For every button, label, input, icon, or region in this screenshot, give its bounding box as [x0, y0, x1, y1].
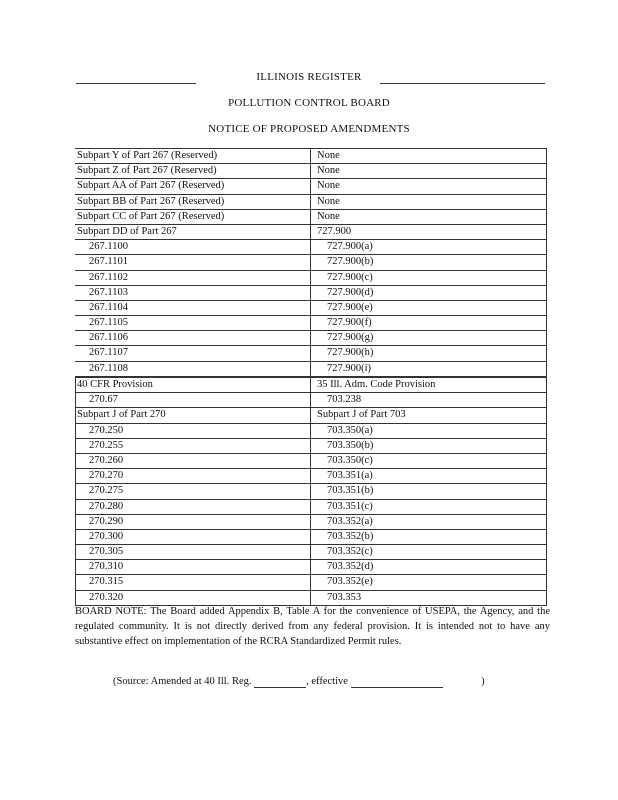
illinois-provision-cell: 35 Ill. Adm. Code Provision — [317, 379, 436, 390]
illinois-provision-cell: 703.352(d) — [327, 561, 374, 573]
table-row — [75, 195, 547, 210]
illinois-provision-cell: 703.353 — [327, 591, 362, 603]
federal-provision-cell: 270.300 — [89, 530, 124, 542]
illinois-provision-cell: 703.238 — [327, 394, 362, 406]
federal-provision-cell: 270.320 — [89, 591, 124, 603]
table-row — [75, 530, 547, 545]
federal-provision-cell: 270.305 — [89, 546, 124, 558]
illinois-provision-cell: None — [317, 150, 340, 161]
register-title: ILLINOIS REGISTER — [256, 71, 362, 83]
illinois-provision-cell: None — [317, 195, 340, 207]
table-row — [75, 255, 547, 270]
table-row — [75, 393, 547, 408]
federal-provision-cell: 270.255 — [89, 439, 124, 451]
table-row — [75, 575, 547, 590]
table-row — [75, 454, 547, 469]
illinois-provision-cell: None — [317, 165, 340, 177]
federal-provision-cell: 267.1103 — [89, 286, 128, 298]
illinois-provision-cell: 703.350(c) — [327, 454, 373, 466]
table-row — [75, 225, 547, 240]
source-effective: , effective — [306, 676, 348, 687]
federal-provision-cell: 270.315 — [89, 576, 124, 588]
illinois-provision-cell: 703.352(e) — [327, 576, 373, 588]
illinois-provision-cell: 703.350(a) — [327, 424, 373, 436]
illinois-provision-cell: 703.352(c) — [327, 546, 373, 558]
table-row — [75, 271, 547, 286]
table-row — [75, 500, 547, 515]
table-row — [75, 240, 547, 255]
table-row — [75, 179, 547, 194]
source-close: ) — [481, 676, 485, 687]
board-note: BOARD NOTE: The Board added Appendix B, Table A for the convenience of USEPA, the Agency, and the regulated community. It is not directly derived from any federal provision. It is intended not to have any substantive effect on implementation of the RCRA Standardized Permit rules. — [75, 606, 550, 647]
table-row — [75, 377, 547, 393]
federal-provision-cell: 270.260 — [89, 454, 124, 466]
illinois-provision-cell: 727.900(f) — [327, 317, 372, 329]
table-row — [75, 515, 547, 530]
notice-title: NOTICE OF PROPOSED AMENDMENTS — [208, 123, 410, 135]
table-row — [75, 210, 547, 225]
table-row — [75, 545, 547, 560]
federal-provision-cell: 267.1100 — [89, 241, 128, 253]
federal-provision-cell: 270.290 — [89, 515, 124, 527]
federal-provision-cell: 270.280 — [89, 500, 124, 512]
table-row — [75, 316, 547, 331]
federal-provision-cell: Subpart Z of Part 267 (Reserved) — [77, 165, 217, 177]
illinois-provision-cell: 703.351(a) — [327, 470, 373, 482]
illinois-provision-cell: 703.351(b) — [327, 485, 374, 497]
illinois-provision-cell: 727.900(c) — [327, 271, 373, 283]
table-row — [75, 164, 547, 179]
federal-provision-cell: 270.275 — [89, 485, 124, 497]
federal-provision-cell: 270.270 — [89, 470, 124, 482]
federal-provision-cell: 270.310 — [89, 561, 124, 573]
part-267-correlation-table — [75, 148, 547, 377]
illinois-provision-cell: 727.900(a) — [327, 241, 373, 253]
federal-provision-cell: 267.1108 — [89, 362, 128, 374]
table-row — [75, 424, 547, 439]
header-rule-left — [76, 83, 196, 84]
federal-provision-cell: 267.1101 — [89, 256, 128, 268]
table-row — [75, 331, 547, 346]
illinois-provision-cell: 727.900(i) — [327, 362, 372, 374]
source-line — [113, 676, 485, 688]
illinois-provision-cell: Subpart J of Part 703 — [317, 409, 406, 421]
table-row — [75, 286, 547, 301]
illinois-provision-cell: 727.900(e) — [327, 301, 373, 313]
federal-provision-cell: Subpart DD of Part 267 — [77, 225, 177, 237]
federal-provision-cell: 267.1105 — [89, 317, 128, 329]
table-row — [75, 408, 547, 423]
illinois-provision-cell: 727.900(g) — [327, 332, 374, 344]
federal-provision-cell: 270.250 — [89, 424, 124, 436]
register-page-blank — [254, 676, 306, 688]
illinois-provision-cell: None — [317, 180, 340, 192]
federal-provision-cell: 40 CFR Provision — [77, 379, 153, 390]
federal-provision-cell: 267.1106 — [89, 332, 128, 344]
illinois-provision-cell: 703.350(b) — [327, 439, 374, 451]
federal-provision-cell: 270.67 — [89, 394, 118, 406]
illinois-provision-cell: 727.900(h) — [327, 347, 374, 359]
federal-provision-cell: Subpart Y of Part 267 (Reserved) — [77, 150, 218, 161]
board-title: POLLUTION CONTROL BOARD — [228, 97, 390, 109]
illinois-provision-cell: None — [317, 210, 340, 222]
federal-provision-cell: 267.1107 — [89, 347, 128, 359]
illinois-provision-cell: 727.900(d) — [327, 286, 374, 298]
federal-provision-cell: Subpart J of Part 270 — [77, 409, 166, 421]
illinois-provision-cell: 727.900(b) — [327, 256, 374, 268]
illinois-provision-cell: 703.352(b) — [327, 530, 374, 542]
illinois-provision-cell: 727.900 — [317, 225, 352, 237]
table-row — [75, 301, 547, 316]
federal-provision-cell: Subpart CC of Part 267 (Reserved) — [77, 210, 225, 222]
illinois-provision-cell: 703.352(a) — [327, 515, 373, 527]
table-row — [75, 469, 547, 484]
federal-provision-cell: 267.1104 — [89, 301, 128, 313]
table-row — [75, 560, 547, 575]
table-row — [75, 362, 547, 377]
federal-provision-cell: Subpart BB of Part 267 (Reserved) — [77, 195, 225, 207]
table-row — [75, 439, 547, 454]
part-270-correlation-table — [75, 377, 547, 606]
federal-provision-cell: Subpart AA of Part 267 (Reserved) — [77, 180, 225, 192]
federal-provision-cell: 267.1102 — [89, 271, 128, 283]
illinois-provision-cell: 703.351(c) — [327, 500, 373, 512]
effective-date-blank — [351, 676, 443, 688]
table-row — [75, 148, 547, 164]
header-rule-right — [380, 83, 545, 84]
source-prefix: (Source: Amended at 40 Ill. Reg. — [113, 676, 252, 687]
table-row — [75, 484, 547, 499]
table-row — [75, 346, 547, 361]
